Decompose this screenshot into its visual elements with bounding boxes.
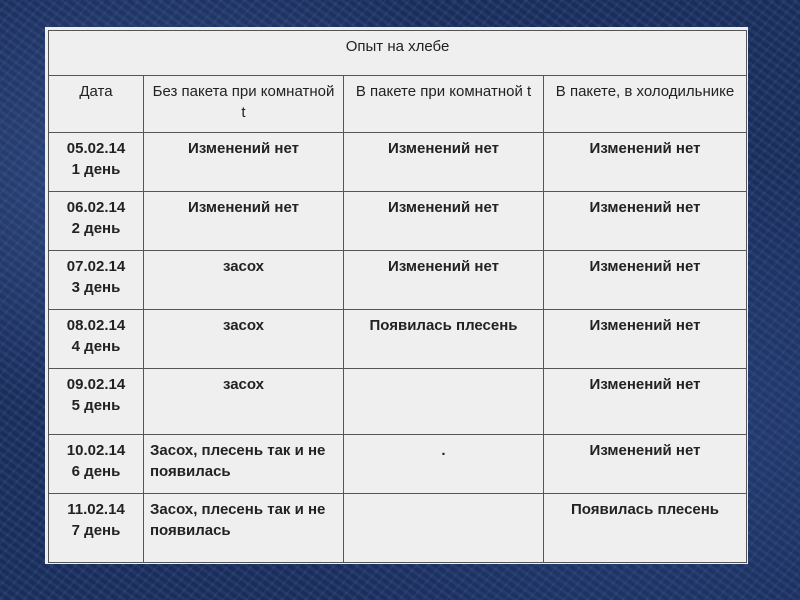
date: 05.02.14 xyxy=(66,140,126,157)
cell-bag-fridge: Изменений нет xyxy=(544,435,747,494)
date: 09.02.14 xyxy=(66,376,126,393)
cell-bag-fridge: Изменений нет xyxy=(544,133,747,192)
cell-bag-fridge: Изменений нет xyxy=(544,369,747,435)
cell-no-bag-room: Изменений нет xyxy=(144,192,344,251)
date-cell xyxy=(49,310,144,369)
cell-bag-room: Изменений нет xyxy=(344,133,544,192)
cell-bag-room: . xyxy=(344,435,544,494)
cell-no-bag-room: засох xyxy=(144,369,344,435)
day: 3 день xyxy=(71,279,121,296)
cell-bag-fridge: Появилась плесень xyxy=(544,494,747,563)
table-row xyxy=(49,494,747,563)
header-bag-fridge: В пакете, в холодильнике xyxy=(544,76,747,133)
day: 5 день xyxy=(71,397,121,414)
day: 1 день xyxy=(71,161,121,178)
date-cell xyxy=(49,251,144,310)
title-row xyxy=(49,31,747,76)
table-row xyxy=(49,251,747,310)
table-row xyxy=(49,133,747,192)
date: 10.02.14 xyxy=(66,442,126,459)
date-cell xyxy=(49,494,144,563)
header-bag-room: В пакете при комнатной t xyxy=(344,76,544,133)
date: 06.02.14 xyxy=(66,199,126,216)
header-no-bag-room: Без пакета при комнатной t xyxy=(144,76,344,133)
cell-bag-fridge: Изменений нет xyxy=(544,192,747,251)
date-cell xyxy=(49,435,144,494)
date-cell xyxy=(49,369,144,435)
table-row xyxy=(49,192,747,251)
day: 2 день xyxy=(71,220,121,237)
cell-no-bag-room: засох xyxy=(144,251,344,310)
cell-bag-room: Изменений нет xyxy=(344,192,544,251)
table-row xyxy=(49,310,747,369)
date: 11.02.14 xyxy=(67,501,125,518)
header-row xyxy=(49,76,747,133)
bread-experiment-table xyxy=(48,30,747,563)
cell-no-bag-room: Засох, плесень так и не появилась xyxy=(144,435,344,494)
date: 08.02.14 xyxy=(66,317,126,334)
cell-no-bag-room: Засох, плесень так и не появилась xyxy=(144,494,344,563)
date: 07.02.14 xyxy=(66,258,126,275)
cell-bag-room xyxy=(344,494,544,563)
day: 6 день xyxy=(71,463,121,480)
table-row xyxy=(49,369,747,435)
cell-no-bag-room: засох xyxy=(144,310,344,369)
header-date: Дата xyxy=(49,76,144,133)
day: 7 день xyxy=(71,522,121,539)
cell-bag-room: Изменений нет xyxy=(344,251,544,310)
date-cell xyxy=(49,133,144,192)
cell-bag-fridge: Изменений нет xyxy=(544,251,747,310)
cell-bag-room xyxy=(344,369,544,435)
date-cell xyxy=(49,192,144,251)
cell-bag-fridge: Изменений нет xyxy=(544,310,747,369)
day: 4 день xyxy=(71,338,121,355)
table-row xyxy=(49,435,747,494)
cell-no-bag-room: Изменений нет xyxy=(144,133,344,192)
table-title: Опыт на хлебе xyxy=(49,31,747,76)
cell-bag-room: Появилась плесень xyxy=(344,310,544,369)
